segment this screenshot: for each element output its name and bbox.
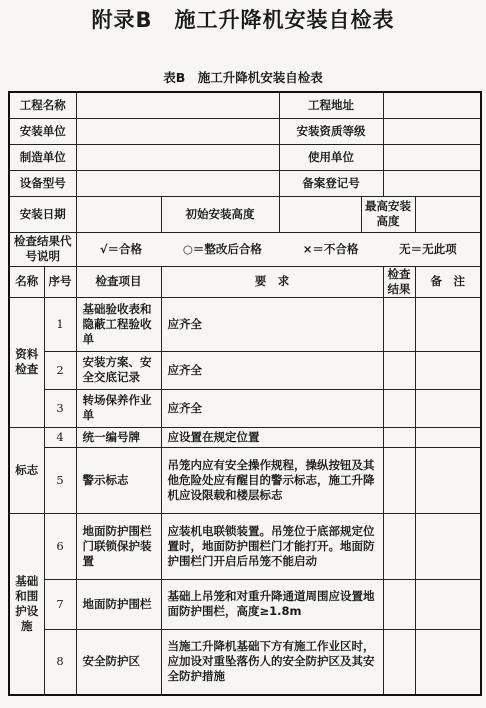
project-name-value <box>76 92 279 118</box>
page-title: 附录B 施工升降机安装自检表 <box>91 8 395 32</box>
info-row <box>9 118 481 144</box>
header-item: 检查项目 <box>76 266 161 297</box>
model-label: 设备型号 <box>9 170 76 196</box>
header-note: 备 注 <box>415 266 481 297</box>
row-item: 安装方案、安全交底记录 <box>76 351 161 389</box>
inspection-table <box>8 91 482 696</box>
project-address-value <box>383 92 481 118</box>
code-fixed: ○＝整改后合格 <box>182 241 262 256</box>
table-row <box>9 447 481 513</box>
row-seq: 3 <box>44 389 76 427</box>
table-row <box>9 629 481 695</box>
row-requirement: 基础上吊笼和对重升降通道周围应设置地面防护围栏，高度≥1.8m <box>161 579 383 629</box>
row-seq: 6 <box>44 513 76 579</box>
row-result <box>383 427 415 447</box>
model-value <box>76 170 279 196</box>
info-row <box>9 92 481 118</box>
row-item: 地面防护围栏 <box>76 579 161 629</box>
install-date-label: 安装日期 <box>9 196 76 232</box>
qualification-value <box>383 118 481 144</box>
row-requirement: 应设置在规定位置 <box>161 427 383 447</box>
row-result <box>383 297 415 351</box>
group-name: 基础和围护设施 <box>9 513 44 695</box>
code-pass: √＝合格 <box>99 241 143 256</box>
row-requirement: 应齐全 <box>161 297 383 351</box>
project-address-label: 工程地址 <box>279 92 383 118</box>
row-seq: 2 <box>44 351 76 389</box>
row-note <box>415 351 481 389</box>
row-result <box>383 351 415 389</box>
codes-label: 检查结果代号说明 <box>9 232 76 266</box>
code-fail: ×＝不合格 <box>302 241 359 256</box>
row-requirement: 应齐全 <box>161 389 383 427</box>
header-requirement: 要 求 <box>161 266 383 297</box>
table-caption: 表B 施工升降机安装自检表 <box>163 70 323 85</box>
info-row <box>9 170 481 196</box>
row-seq: 7 <box>44 579 76 629</box>
row-seq: 4 <box>44 427 76 447</box>
table-row <box>9 297 481 351</box>
row-requirement: 应装机电联锁装置。吊笼位于底部规定位置时，地面防护围栏门才能打开。地面防护围栏门开启后吊笼不能启动 <box>161 513 383 579</box>
row-seq: 5 <box>44 447 76 513</box>
row-item: 地面防护围栏门联锁保护装置 <box>76 513 161 579</box>
row-item: 安全防护区 <box>76 629 161 695</box>
header-row <box>9 266 481 297</box>
row-seq: 1 <box>44 297 76 351</box>
row-note <box>415 389 481 427</box>
table-row <box>9 389 481 427</box>
installer-label: 安装单位 <box>9 118 76 144</box>
header-name: 名称 <box>9 266 44 297</box>
row-result <box>383 579 415 629</box>
user-label: 使用单位 <box>279 144 383 170</box>
row-note <box>415 297 481 351</box>
codes-legend <box>76 232 481 266</box>
row-requirement: 应齐全 <box>161 351 383 389</box>
table-row <box>9 579 481 629</box>
manufacturer-value <box>76 144 279 170</box>
row-note <box>415 629 481 695</box>
header-seq: 序号 <box>44 266 76 297</box>
group-name: 标志 <box>9 427 44 513</box>
row-result <box>383 389 415 427</box>
row-item: 统一编号牌 <box>76 427 161 447</box>
qualification-label: 安装资质等级 <box>279 118 383 144</box>
codes-row <box>9 232 481 266</box>
row-requirement: 吊笼内应有安全操作规程，操纵按钮及其他危险处应有醒目的警示标志，施工升降机应设限载和楼层标志 <box>161 447 383 513</box>
row-item: 基础验收表和隐蔽工程验收单 <box>76 297 161 351</box>
code-na: 无＝无此项 <box>399 241 457 256</box>
row-item: 转场保养作业单 <box>76 389 161 427</box>
row-note <box>415 513 481 579</box>
record-no-label: 备案登记号 <box>279 170 383 196</box>
row-note <box>415 447 481 513</box>
max-height-label: 最高安装高度 <box>361 196 415 232</box>
record-no-value <box>383 170 481 196</box>
row-requirement: 当施工升降机基础下方有施工作业区时，应加设对重坠落伤人的安全防护区及其安全防护措施 <box>161 629 383 695</box>
header-result: 检查结果 <box>383 266 415 297</box>
info-row <box>9 196 481 232</box>
info-row <box>9 144 481 170</box>
row-item: 警示标志 <box>76 447 161 513</box>
table-row <box>9 513 481 579</box>
row-note <box>415 579 481 629</box>
initial-height-label: 初始安装高度 <box>161 196 279 232</box>
initial-height-value <box>279 196 361 232</box>
max-height-value <box>415 196 481 232</box>
project-name-label: 工程名称 <box>9 92 76 118</box>
row-result <box>383 629 415 695</box>
row-note <box>415 427 481 447</box>
table-row <box>9 427 481 447</box>
manufacturer-label: 制造单位 <box>9 144 76 170</box>
row-result <box>383 447 415 513</box>
row-result <box>383 513 415 579</box>
group-name: 资料检查 <box>9 297 44 427</box>
installer-value <box>76 118 279 144</box>
install-date-value <box>76 196 161 232</box>
row-seq: 8 <box>44 629 76 695</box>
table-row <box>9 351 481 389</box>
user-value <box>383 144 481 170</box>
